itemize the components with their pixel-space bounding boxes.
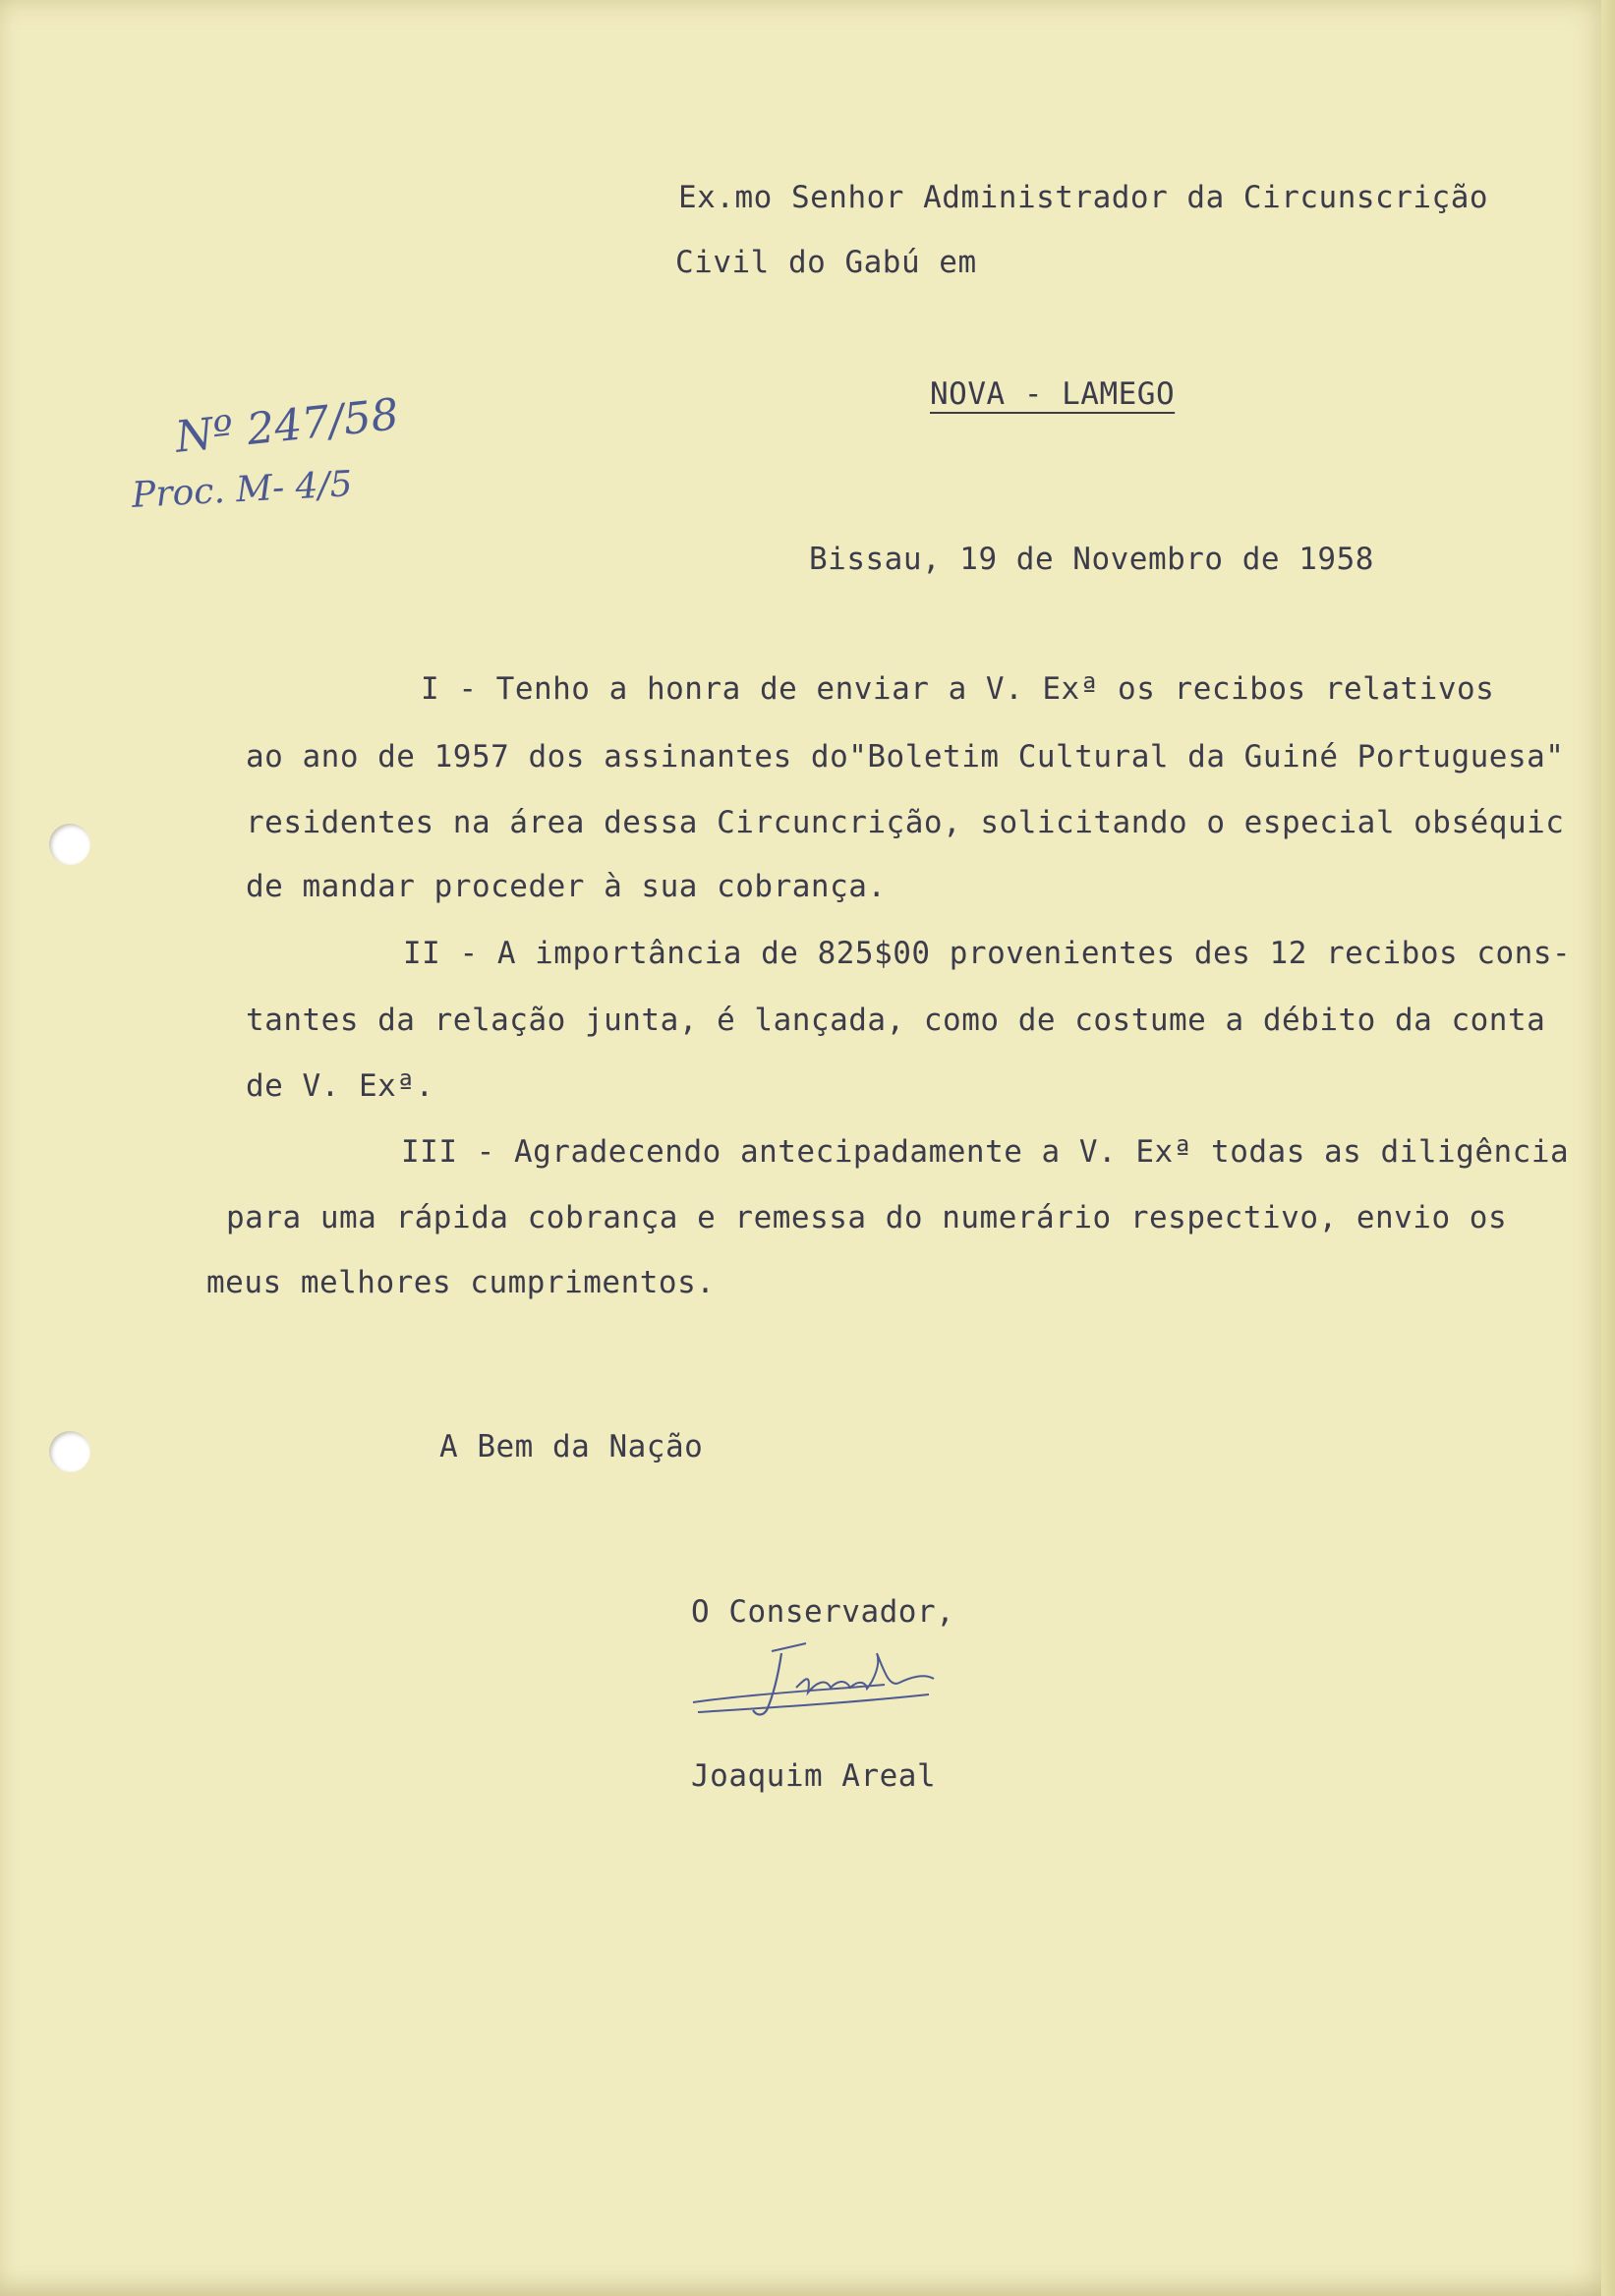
paragraph-2-line-1: II - A importância de 825$00 provenientes des 12 recibos cons-	[403, 936, 1572, 971]
paragraph-1-line-2: ao ano de 1957 dos assinantes do"Boletim Cultural da Guiné Portuguesa"	[246, 739, 1565, 775]
signatory-name: Joaquim Areal	[691, 1758, 937, 1794]
punch-hole-upper	[49, 824, 90, 865]
page-edge-shadow	[1601, 0, 1615, 2296]
paragraph-1-line-4: de mandar proceder à sua cobrança.	[246, 869, 887, 904]
date-line: Bissau, 19 de Novembro de 1958	[809, 542, 1374, 577]
paragraph-2-line-3: de V. Exª.	[246, 1068, 434, 1104]
signatory-title: O Conservador,	[691, 1594, 955, 1630]
paragraph-3-line-2: para uma rápida cobrança e remessa do numerário respectivo, envio os	[226, 1200, 1508, 1235]
paragraph-2-line-2: tantes da relação junta, é lançada, como de costume a débito da conta	[246, 1003, 1546, 1038]
addressee-line-2: Civil do Gabú em	[675, 245, 977, 280]
addressee-city: NOVA - LAMEGO	[930, 376, 1176, 412]
paragraph-3-line-3: meus melhores cumprimentos.	[206, 1265, 716, 1300]
paragraph-1-line-3: residentes na área dessa Circuncrição, solicitando o especial obséquic	[246, 805, 1565, 840]
paragraph-1-line-1: I - Tenho a honra de enviar a V. Exª os recibos relativos	[421, 671, 1495, 707]
handwritten-process-number: Proc. M- 4/5	[131, 464, 354, 516]
paragraph-3-line-1: III - Agradecendo antecipadamente a V. Exª todas as diligência	[401, 1134, 1570, 1170]
addressee-line-1: Ex.mo Senhor Administrador da Circunscrição	[678, 180, 1489, 215]
closing-salutation: A Bem da Nação	[439, 1429, 704, 1464]
punch-hole-lower	[49, 1431, 90, 1472]
handwritten-reference-number: Nº 247/58	[172, 389, 402, 463]
handwritten-signature	[688, 1634, 983, 1732]
